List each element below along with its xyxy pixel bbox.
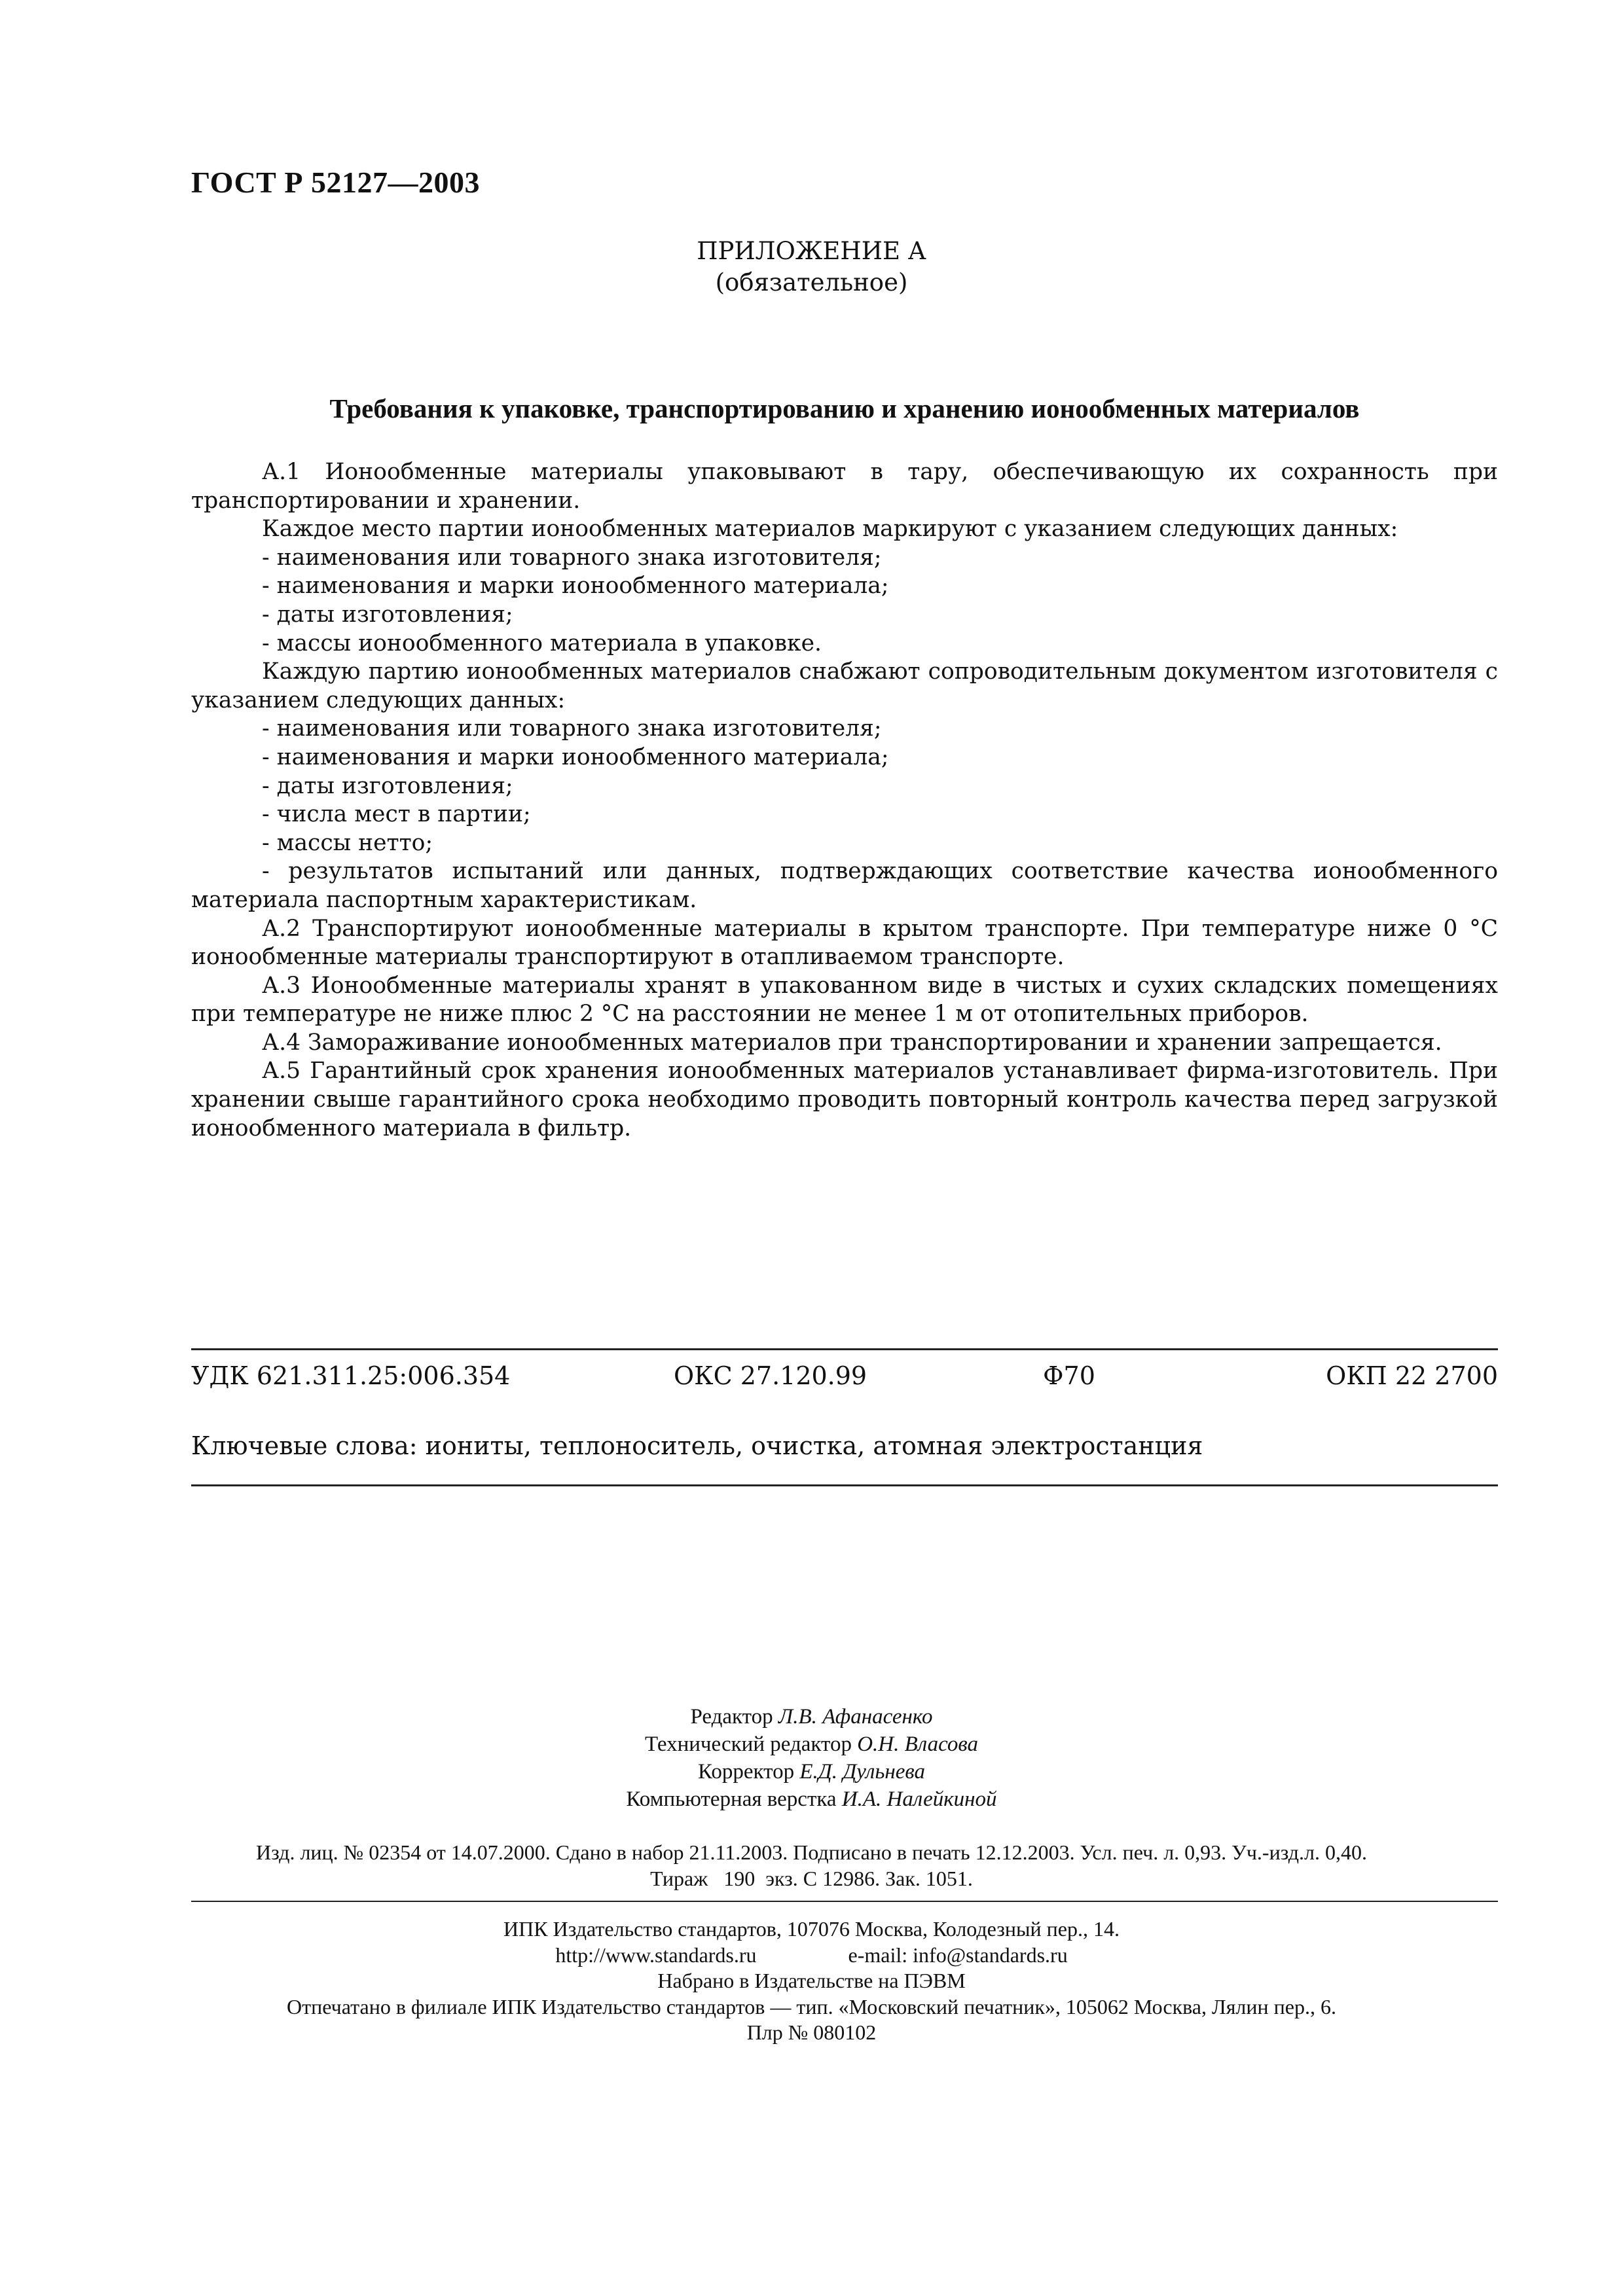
list-item: - массы ионообменного материала в упаковке. [262,630,822,656]
paragraph: А.2 Транспортируют ионообменные материалы в крытом транспорте. При температуре ниже 0 °С ионообменные материалы транспортируют в отапливаемом транспорте. [191,915,1498,971]
paragraph: А.4 Замораживание ионообменных материалов при транспортировании и хранении запрещается. [262,1029,1442,1056]
paragraph: - результатов испытаний или данных, подтверждающих соответствие качества ионообменного материала паспортным характеристикам. [191,858,1498,913]
group-code: Ф70 [1043,1361,1095,1390]
udk-code: УДК 621.311.25:006.354 [191,1361,511,1390]
printer-license: Плр № 080102 [746,2020,877,2044]
divider-keywords [191,1484,1498,1486]
email-link[interactable]: e-mail: info@standards.ru [848,1943,1068,1967]
credits [0,1703,1623,1813]
printed-note: Отпечатано в филиале ИПК Издательство стандартов — тип. «Московский печатник», 105062 Москва, Лялин пер., 6. [287,1994,1336,2018]
publication-info [0,1839,1623,1892]
body-text [191,458,1498,1143]
okp-code: ОКП 22 2700 [1326,1361,1498,1390]
list-item: - массы нетто; [262,829,433,856]
typeset-note: Набрано в Издательстве на ПЭВМ [657,1969,966,1992]
appendix-title: ПРИЛОЖЕНИЕ А [697,237,926,265]
keywords: Ключевые слова: иониты, теплоноситель, очистка, атомная электростанция [191,1431,1203,1460]
list-item: - наименования или товарного знака изготовителя; [262,544,882,571]
oks-code: ОКС 27.120.99 [674,1361,867,1390]
printer-contacts [0,1943,1623,1969]
printer-info [0,1916,1623,2046]
divider-top [191,1348,1498,1350]
paragraph: А.3 Ионообменные материалы хранят в упакованном виде в чистых и сухих складских помещениях при температуре не ниже плюс 2 °С на расстоянии не менее 1 м от отопительных приборов. [191,972,1498,1028]
list-item: - наименования и марки ионообменного материала; [262,573,889,600]
list-item: - наименования и марки ионообменного материала; [262,744,889,770]
standard-code: ГОСТ Р 52127—2003 [191,166,480,199]
paragraph: Каждую партию ионообменных материалов снабжают сопроводительным документом изготовителя с указанием следующих данных: [191,658,1498,713]
printer-address: ИПК Издательство стандартов, 107076 Москва, Колодезный пер., 14. [503,1917,1120,1941]
classification-row [191,1361,1498,1394]
paragraph: А.5 Гарантийный срок хранения ионообменных материалов устанавливает фирма-изготовитель. При хранении свыше гарантийного срока необходимо проводить повторный контроль качества перед загрузкой ионообменного материала в фильтр. [191,1058,1498,1141]
divider-printer [191,1901,1498,1902]
paragraph: А.1 Ионообменные материалы упаковывают в тару, обеспечивающую их сохранность при транспортировании и хранении. [191,459,1498,514]
list-item: - наименования или товарного знака изготовителя; [262,715,882,742]
publication-line-2: Тираж 190 экз. С 12986. Зак. 1051. [650,1867,973,1890]
website-link[interactable]: http://www.standards.ru [555,1943,757,1967]
credit-layout: Компьютерная верстка И.А. Налейкиной [626,1787,997,1811]
list-item: - числа мест в партии; [262,801,531,828]
appendix-status: (обязательное) [715,268,908,296]
credit-tech-editor: Технический редактор О.Н. Власова [644,1732,979,1756]
list-item: - даты изготовления; [262,601,513,628]
appendix-heading [0,236,1623,298]
list-item: - даты изготовления; [262,772,513,799]
paragraph: Каждое место партии ионообменных материалов маркируют с указанием следующих данных: [262,516,1398,543]
section-title: Требования к упаковке, транспортированию и хранению ионообменных материалов [329,393,1360,423]
publication-line-1: Изд. лиц. № 02354 от 14.07.2000. Сдано в набор 21.11.2003. Подписано в печать 12.12.2003. Усл. печ. л. 0,93. Уч.-изд.л. 0,40. [256,1840,1367,1864]
credit-proofreader: Корректор Е.Д. Дульнева [697,1760,926,1784]
credit-editor: Редактор Л.В. Афанасенко [690,1705,933,1729]
